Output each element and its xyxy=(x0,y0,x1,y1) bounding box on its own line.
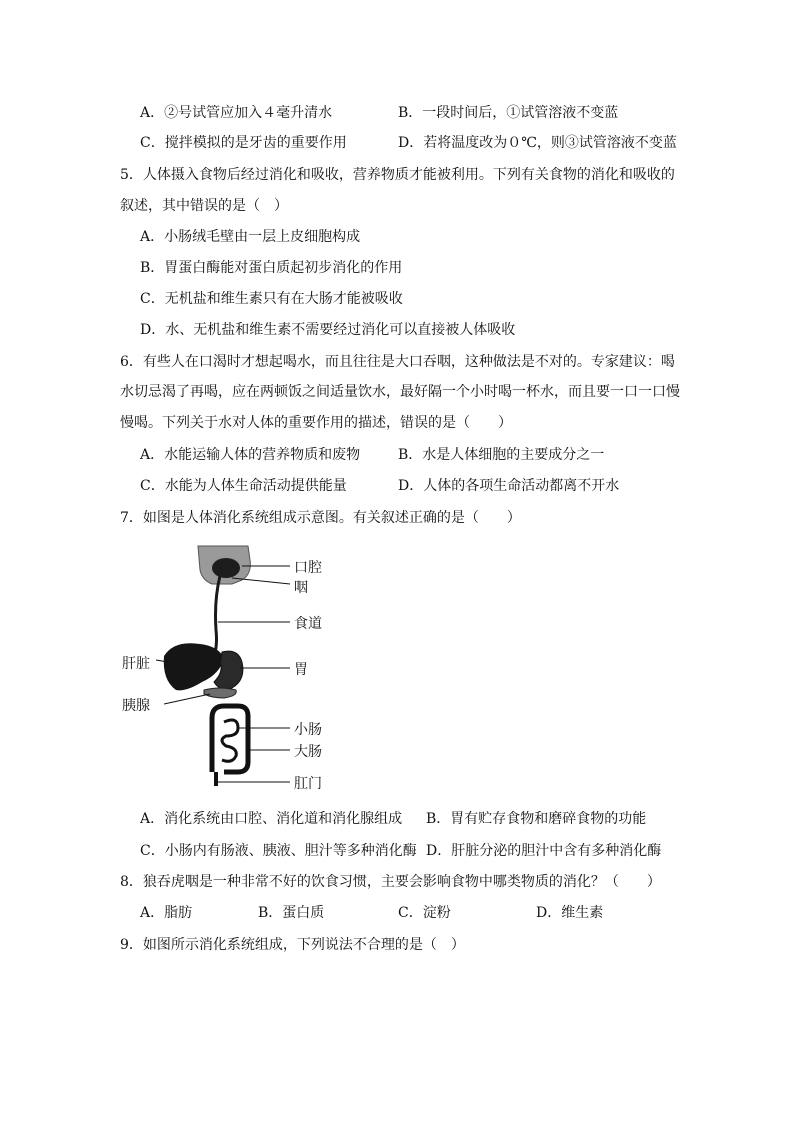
q8-stem: 8．狼吞虎咽是一种非常不好的饮食习惯，主要会影响食物中哪类物质的消化？（ ） xyxy=(120,874,661,890)
q9-stem: 9．如图所示消化系统组成，下列说法不合理的是（ ） xyxy=(120,937,465,953)
digestive-system-illustration xyxy=(120,540,360,800)
label-small-intestine: 小肠 xyxy=(294,722,322,738)
q6-option-a: A．水能运输人体的营养物质和废物 xyxy=(140,447,361,463)
q7-option-a: A．消化系统由口腔、消化道和消化腺组成 xyxy=(140,811,403,827)
q5-option-d: D．水、无机盐和维生素不需要经过消化可以直接被人体吸收 xyxy=(140,322,516,338)
label-stomach: 胃 xyxy=(294,662,308,678)
q5-stem-line1: 5．人体摄入食物后经过消化和吸收，营养物质才能被利用。下列有关食物的消化和吸收的 xyxy=(120,167,675,183)
small-intestine-shape xyxy=(222,720,238,761)
label-esophagus: 食道 xyxy=(294,616,322,632)
q6-stem-line3: 慢喝。下列关于水对人体的重要作用的描述，错误的是（ ） xyxy=(120,415,512,431)
label-anus: 肛门 xyxy=(294,776,322,792)
q7-option-d: D．肝脏分泌的胆汁中含有多种消化酶 xyxy=(426,843,662,859)
q8-option-a: A．脂肪 xyxy=(140,905,193,921)
q7-option-c: C．小肠内有肠液、胰液、胆汁等多种消化酶 xyxy=(140,843,417,859)
q5-option-a: A．小肠绒毛壁由一层上皮细胞构成 xyxy=(140,229,361,245)
q5-option-b: B．胃蛋白酶能对蛋白质起初步消化的作用 xyxy=(140,260,403,276)
q8-option-c: C．淀粉 xyxy=(398,905,451,921)
q4-option-a: A．②号试管应加入４毫升清水 xyxy=(140,105,333,121)
q7-stem: 7．如图是人体消化系统组成示意图。有关叙述正确的是（ ） xyxy=(120,510,521,526)
digestive-system-diagram xyxy=(120,540,360,800)
label-mouth: 口腔 xyxy=(294,560,322,576)
mouth-cavity xyxy=(212,558,240,578)
q4-option-b: B．一段时间后，①试管溶液不变蓝 xyxy=(398,105,619,121)
q5-option-c: C．无机盐和维生素只有在大肠才能被吸收 xyxy=(140,291,403,307)
q6-option-b: B．水是人体细胞的主要成分之一 xyxy=(398,447,605,463)
pancreas-shape xyxy=(204,688,236,698)
esophagus-tube xyxy=(212,576,220,660)
q5-stem-line2: 叙述，其中错误的是（ ） xyxy=(120,198,288,214)
label-pharynx: 咽 xyxy=(294,580,308,596)
label-large-intestine: 大肠 xyxy=(294,744,322,760)
label-liver: 肝脏 xyxy=(122,656,150,672)
q6-option-c: C．水能为人体生命活动提供能量 xyxy=(140,478,347,494)
q7-option-b: B．胃有贮存食物和磨碎食物的功能 xyxy=(426,811,647,827)
q8-option-d: D．维生素 xyxy=(536,905,604,921)
q6-option-d: D．人体的各项生命活动都离不开水 xyxy=(398,478,620,494)
q4-option-d: D．若将温度改为０℃，则③试管溶液不变蓝 xyxy=(398,135,677,151)
q6-stem-line2: 水切忌渴了再喝，应在两顿饭之间适量饮水，最好隔一个小时喝一杯水，而且要一口一口慢 xyxy=(120,384,680,400)
q4-option-c: C．搅拌模拟的是牙齿的重要作用 xyxy=(140,135,347,151)
q8-option-b: B．蛋白质 xyxy=(258,905,325,921)
label-pancreas: 胰腺 xyxy=(122,698,150,714)
q6-stem-line1: 6．有些人在口渴时才想起喝水，而且往往是大口吞咽，这种做法是不对的。专家建议：喝 xyxy=(120,354,675,370)
